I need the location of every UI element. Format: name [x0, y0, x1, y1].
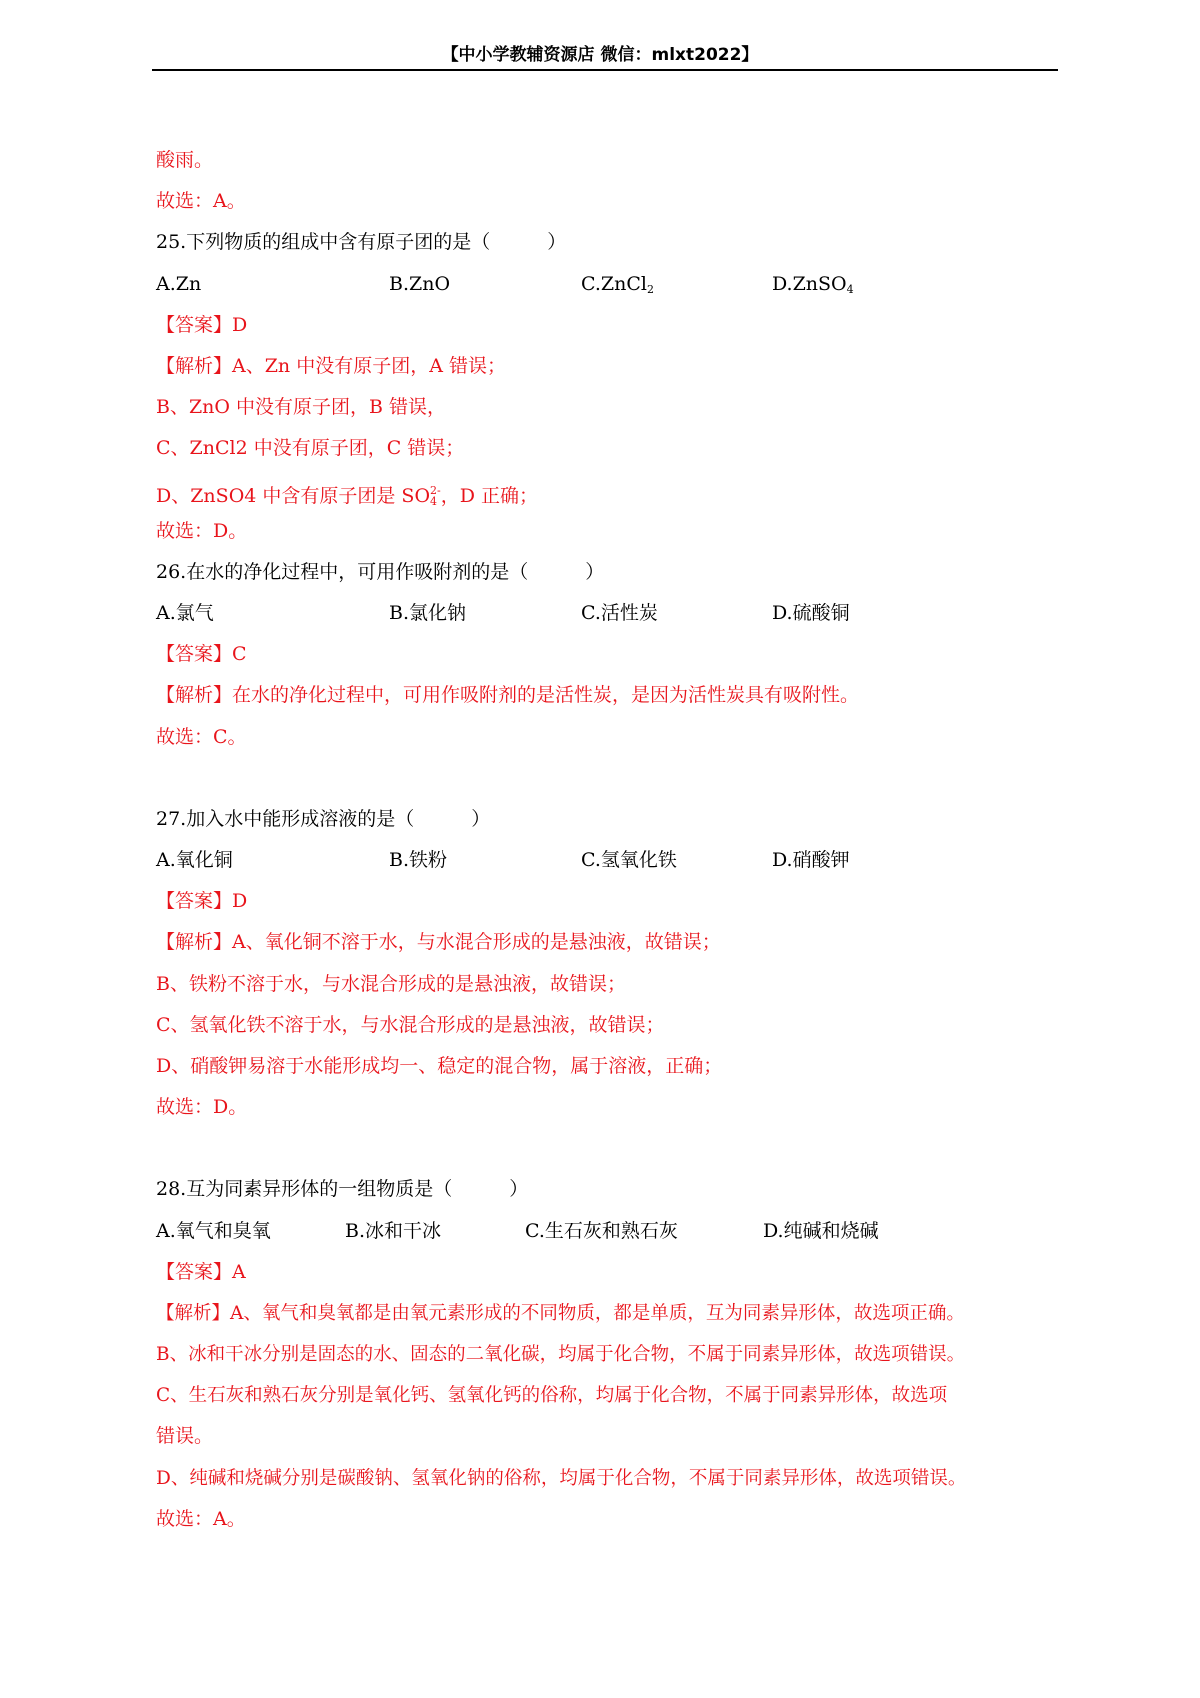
question-25: 25.下列物质的组成中含有原子团的是（ ） — [156, 231, 567, 254]
q28-answer: 【答案】A — [156, 1260, 246, 1283]
q27-options — [156, 840, 1061, 881]
q26-option-d: D.硫酸铜 — [772, 602, 850, 625]
q26-options — [156, 593, 1061, 634]
q28-option-c: C.生石灰和熟石灰 — [525, 1219, 678, 1242]
prev-conclusion: 故选：A。 — [156, 190, 246, 213]
q28-options — [156, 1211, 1061, 1252]
q28-option-b: B.冰和干冰 — [345, 1219, 442, 1242]
q25-analysis-b: B、ZnO 中没有原子团，B 错误， — [156, 396, 447, 419]
q27-analysis-c: C、氢氧化铁不溶于水，与水混合形成的是悬浊液，故错误； — [156, 1013, 665, 1036]
q28-analysis-c: C、生石灰和熟石灰分别是氧化钙、氢氧化钙的俗称，均属于化合物，不属于同素异形体，故选项 — [156, 1385, 948, 1407]
q25-option-c: C.ZnCl$_2$ — [581, 272, 654, 296]
q25-options — [156, 264, 1061, 305]
q27-analysis-d: D、硝酸钾易溶于水能形成均一、稳定的混合物，属于溶液，正确； — [156, 1054, 723, 1077]
q26-conclusion: 故选：C。 — [156, 725, 247, 748]
q25-analysis-a: 【解析】A、Zn 中没有原子团，A 错误； — [156, 354, 506, 377]
q27-analysis-a: 【解析】A、氧化铜不溶于水，与水混合形成的是悬浊液，故错误； — [156, 931, 721, 954]
q25-answer: 【答案】D — [156, 313, 248, 336]
q27-option-b: B.铁粉 — [389, 849, 448, 871]
q28-analysis-b: B、冰和干冰分别是固态的水、固态的二氧化碳，均属于化合物，不属于同素异形体，故选项错误。 — [156, 1344, 966, 1366]
q27-option-c: C.氢氧化铁 — [581, 849, 677, 871]
q25-option-d: D.ZnSO$_4$ — [772, 272, 854, 296]
q27-option-d: D.硝酸钾 — [772, 849, 850, 871]
q26-option-b: B.氯化钠 — [389, 602, 467, 625]
q28-conclusion: 故选：A。 — [156, 1507, 246, 1530]
question-28: 28.互为同素异形体的一组物质是（ ） — [156, 1178, 529, 1201]
q26-answer: 【答案】C — [156, 643, 247, 666]
spacer — [156, 758, 1061, 799]
q25-option-b: B.ZnO — [389, 272, 451, 295]
q28-analysis-c-cont: 错误。 — [156, 1425, 214, 1448]
question-26: 26.在水的净化过程中，可用作吸附剂的是（ ） — [156, 560, 605, 583]
q25-analysis-c: C、ZnCl2 中没有原子团，C 错误； — [156, 437, 465, 460]
document-body — [156, 140, 1061, 1540]
q28-option-a: A.氧气和臭氧 — [156, 1219, 271, 1242]
q26-analysis: 【解析】在水的净化过程中，可用作吸附剂的是活性炭，是因为活性炭具有吸附性。 — [156, 684, 860, 707]
q28-analysis-d: D、纯碱和烧碱分别是碳酸钠、氢氧化钠的俗称，均属于化合物，不属于同素异形体，故选项错误。 — [156, 1467, 967, 1489]
q25-option-a: A.Zn — [156, 272, 202, 295]
q25-analysis-d: D、ZnSO4 中含有原子团是 $SO_4^{2-}$，D 正确； — [156, 483, 539, 508]
header-rule — [152, 69, 1058, 71]
q26-option-a: A.氯气 — [156, 602, 214, 625]
q27-analysis-b: B、铁粉不溶于水，与水混合形成的是悬浊液，故错误； — [156, 972, 626, 995]
q26-option-c: C.活性炭 — [581, 602, 658, 625]
q27-option-a: A.氧化铜 — [156, 849, 233, 871]
q25-conclusion: 故选：D。 — [156, 519, 248, 542]
q28-analysis-a: 【解析】A、氧气和臭氧都是由氧元素形成的不同物质，都是单质，互为同素异形体，故选项正确。 — [156, 1302, 965, 1324]
prev-analysis-tail: 酸雨。 — [156, 149, 214, 171]
page-header: 【中小学教辅资源店 微信：mlxt2022】 — [441, 45, 759, 65]
question-27: 27.加入水中能形成溶液的是（ ） — [156, 807, 491, 830]
spacer — [156, 1128, 1061, 1169]
q27-conclusion: 故选：D。 — [156, 1096, 248, 1119]
q28-option-d: D.纯碱和烧碱 — [763, 1219, 879, 1242]
q27-answer: 【答案】D — [156, 890, 248, 913]
